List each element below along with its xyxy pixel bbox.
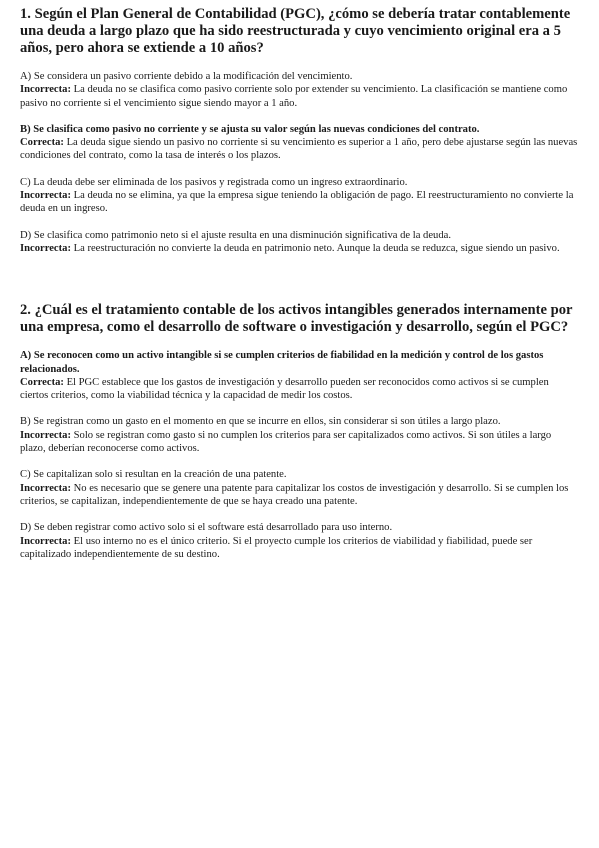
q1-option-c — [20, 176, 579, 216]
q1-option-a-text: A) Se considera un pasivo corriente debido a la modificación del vencimiento. — [20, 71, 353, 82]
q1-option-b-explanation: La deuda sigue siendo un pasivo no corriente si su vencimiento es superior a 1 año, pero debe ajustarse según las nuevas condiciones del contrato, como la tasa de interés o los plazos. — [20, 137, 578, 162]
q2-option-d-text: D) Se deben registrar como activo solo si el software está desarrollado para uso interno. — [20, 522, 393, 534]
q1-option-c-explanation: La deuda no se elimina, ya que la empresa sigue teniendo la obligación de pago. El reestructuramiento no convierte la deuda en un ingreso. — [20, 190, 574, 215]
q2-option-a-explanation: El PGC establece que los gastos de investigación y desarrollo pueden ser reconocidos como activos si se cumplen ciertos criterios, como la viabilidad técnica y la capacidad de medir los costos. — [20, 376, 549, 402]
q1-option-a-explanation: La deuda no se clasifica como pasivo corriente solo por extender su vencimiento. La clasificación se mantiene como pasivo no corriente si el vencimiento sigue siendo mayor a 1 año. — [20, 84, 568, 109]
q2-option-b-explanation: Solo se registran como gasto si no cumplen los criterios para ser capitalizados como activos. Si son útiles a largo plazo, deberían reconocerse como activos. — [20, 429, 552, 455]
q1-option-b — [20, 123, 579, 163]
q2-option-c-explanation: No es necesario que se genere una patente para capitalizar los costos de investigación y desarrollo. Si se cumplen los criterios, se capitalizan, independientemente de que se haya creado una patente. — [20, 482, 569, 507]
q2-option-a-text: A) Se reconocen como un activo intangible si se cumplen criterios de fiabilidad en la medición y control de los gastos relacionados. — [20, 350, 544, 375]
q1-option-c-verdict: Incorrecta: — [20, 190, 71, 202]
q2-option-a-verdict: Correcta: — [20, 376, 64, 388]
q2-option-b-text: B) Se registran como un gasto en el momento en que se incurre en ellos, sin considerar si son útiles a largo plazo. — [20, 416, 501, 428]
q2-option-a — [20, 349, 579, 402]
q1-option-d — [20, 229, 579, 256]
question-2 — [20, 302, 579, 561]
q2-option-d-verdict: Incorrecta: — [20, 535, 71, 547]
q1-option-a — [20, 70, 579, 110]
q1-option-a-verdict: Incorrecta: — [20, 84, 71, 96]
q1-option-b-verdict: Correcta: — [20, 137, 64, 149]
q1-option-d-explanation: La reestructuración no convierte la deuda en patrimonio neto. Aunque la deuda se reduzca, sigue siendo un pasivo. — [70, 242, 560, 254]
question-1-title: 1. Según el Plan General de Contabilidad (PGC), ¿cómo se debería tratar contablemente una deuda a largo plazo que ha sido reestructurada y cuyo vencimiento original era a 5 años, pero ahora se extiende a 10 años? — [20, 6, 571, 56]
q2-option-d — [20, 521, 579, 561]
q2-option-c-verdict: Incorrecta: — [20, 482, 71, 494]
q1-option-c-text: C) La deuda debe ser eliminada de los pasivos y registrada como un ingreso extraordinario. — [20, 176, 408, 188]
q2-option-b — [20, 415, 579, 455]
q2-option-c-text: C) Se capitalizan solo si resultan en la creación de una patente. — [20, 469, 287, 481]
q2-option-c — [20, 468, 579, 508]
question-2-title: 2. ¿Cuál es el tratamiento contable de los activos intangibles generados internamente por una empresa, como el desarrollo de software o investigación y desarrollo, según el PGC? — [20, 302, 573, 336]
q1-option-d-text: D) Se clasifica como patrimonio neto si el ajuste resulta en una disminución significativa de la deuda. — [20, 229, 451, 241]
q2-option-d-explanation: El uso interno no es el único criterio. Si el proyecto cumple los criterios de viabilidad y fiabilidad, puede ser capitalizado independientemente de su destino. — [20, 535, 533, 560]
q2-option-b-verdict: Incorrecta: — [20, 429, 71, 441]
q1-option-d-verdict: Incorrecta: — [20, 242, 71, 254]
question-1 — [20, 6, 579, 255]
q1-option-b-text: B) Se clasifica como pasivo no corriente y se ajusta su valor según las nuevas condiciones del contrato. — [20, 123, 480, 135]
